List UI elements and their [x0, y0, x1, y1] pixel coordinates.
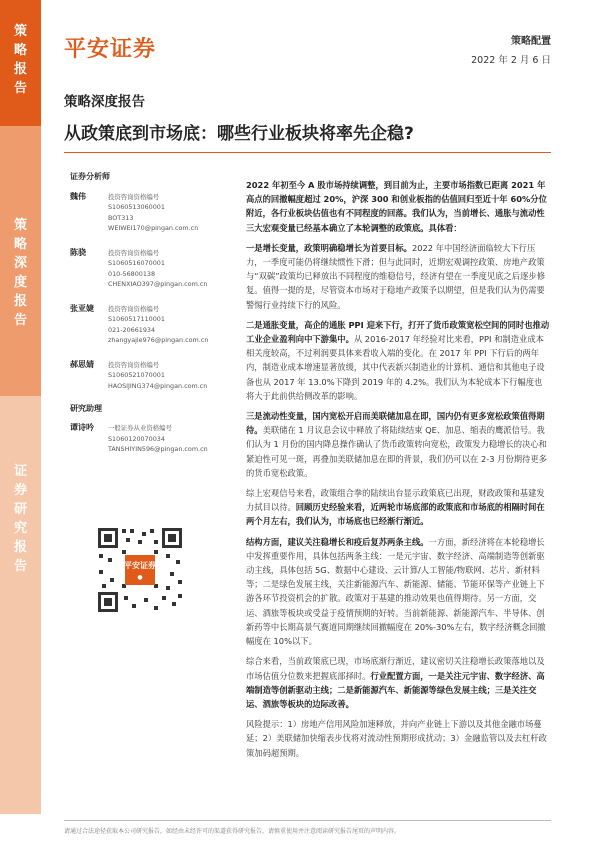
analyst-column [70, 172, 240, 465]
analyst-cert-no: S1060513060001 [108, 203, 165, 212]
analyst-cert-label: 投资咨询资格编号 [108, 360, 160, 369]
sidebar-label-securities-research [0, 462, 41, 576]
assistant-cert-label: 一般证券从业资格编号 [108, 424, 172, 433]
sidebar-char: 告 [13, 559, 27, 574]
svg-text:●: ● [137, 574, 143, 581]
analyst-cert-no: S1060516070001 [108, 259, 165, 268]
analyst-name: 郝思婧 [70, 359, 94, 369]
conclusion-emphasis: 回顾历史经验来看，近两轮市场底部的政策底和市场底的相隔时间在两个月左右，我们认为，市场底也已经渐行渐近。 [246, 502, 545, 527]
sidebar-char: 证 [13, 464, 27, 479]
sidebar-char: 深 [13, 256, 27, 271]
analyst-name: 魏伟 [70, 191, 86, 201]
summary-paragraph [246, 535, 550, 649]
analyst-email[interactable]: zhangyajie976@pingan.com.cn [108, 336, 209, 345]
sidebar-char: 策 [13, 24, 27, 39]
analyst-cert-no: S1060517110001 [108, 315, 165, 324]
analyst-name: 张亚婕 [70, 303, 94, 313]
analyst-cert-label: 投资咨询资格编号 [108, 304, 160, 313]
risk-text: 风险提示：1）房地产信用风险加速释放，并向产业链上下游以及其他金融市场蔓延；2）美联储加快缩表步伐将对流动性预期形成扰动；3）金融监管以及去杠杆政策加码超预期。 [246, 719, 547, 758]
report-date: 2022 年 2 月 6 日 [471, 55, 551, 66]
report-category: 策略配置 [511, 36, 551, 47]
sidebar-block-research [0, 396, 41, 814]
summary-paragraph [246, 486, 550, 529]
qr-code-icon[interactable] [96, 526, 184, 614]
analyst-email[interactable]: CHENXIAO397@pingan.com.cn [108, 280, 208, 289]
allocation-emphasis: 行业配置方面，一是关注元宇宙、数字经济、高端制造等创新驱动主线；二是新能源汽车、新能源等绿色发展主线；三是关注交运、酒旅等板块的边际改善。 [246, 670, 545, 709]
analyst-phone: BOT313 [108, 213, 134, 222]
assistant-email[interactable]: TANSHIYIN596@pingan.com.cn [108, 445, 208, 454]
risk-warning [246, 717, 550, 760]
liquidity-heading: 三是流动性变量，国内宽松开启而美联储加息在即，国内仍有更多宽松政策值得期待。 [246, 411, 545, 436]
summary-paragraph [246, 318, 550, 403]
analyst-cert-no: S1060521070001 [108, 371, 165, 380]
growth-text: 2022 年中国经济面临较大下行压力，一季度可能仍将继续惯性下滑；但与此同时，近期宏观调控政策、房地产政策与“双碳”政策均已释放出不同程度的维稳信号，经济有望在一季度见底之后逐步修复。值得一提的是，尽管资本市场对于稳地产政策予以期望，但是我们认为仍需要警惕行业持续下行的风险。 [246, 242, 545, 310]
assistant-name: 谭诗吟 [70, 423, 94, 433]
sidebar-label-strategy-deep-report [0, 216, 41, 330]
inflation-heading: 二是通胀变量，高企的通胀 PPI 迎来下行，打开了货币政策宽松空间的同时也推动工业企业盈利向中下游集中。 [246, 319, 550, 345]
assistant-cert-no: S1060120070034 [108, 434, 165, 443]
liquidity-text: 美联储在 1 月议息会议中释放了将陆续结束 QE、加息、缩表的鹰派信号。我们认为 1 月份的国内降息操作确认了货币政策转向宽松，政策发力稳增长的决心和紧迫性可见一斑，再叠加美联储加息在即的背景，我们仍可以在 2-3 月份期待更多的货币宽松政策。 [246, 425, 547, 478]
analyst-email[interactable]: WEIWEI170@pingan.com.cn [108, 224, 199, 233]
page-title: 从政策底到市场底：哪些行业板块将率先企稳? [64, 124, 414, 144]
sidebar-char: 告 [13, 81, 27, 96]
analyst-card [70, 248, 240, 298]
company-logo: 平安证券 [64, 37, 157, 62]
analyst-cert-label: 投资咨询资格编号 [108, 192, 160, 201]
sidebar-char: 策 [13, 218, 27, 233]
sidebar-block-report-subtype [0, 126, 41, 396]
summary-lead: 2022 年初至今 A 股市场持续调整，到目前为止，主要市场指数已距离 2021 年高点的回撤幅度超过 20%，沪深 300 和创业板指的估值回归至近十年 60%分位附近，各行业板块估值也有不同程度的回落。我们认为，当前增长、通胀与流动性三大宏观变量已经基本确立了本轮调整的政策底。具体看： [246, 180, 547, 233]
footer-disclaimer: 请通过合法途径获取本公司研究报告，如经由未经许可的渠道获得研究报告，请慎重使用并注意阅读研究报告尾页的声明内容。 [64, 828, 401, 835]
analyst-card [70, 360, 240, 398]
summary-paragraph [246, 654, 550, 711]
sidebar-char: 券 [13, 483, 27, 498]
assistant-card [70, 423, 240, 459]
structure-text: 一方面，新经济将在本轮稳增长中发挥重要作用，具体包括两条主线：一是元宇宙、数字经济、高端制造等创新驱动主线，具体包括 5G、数据中心建设、云计算/人工智能/物联网、芯片、新材料等；二是绿色发展主线，关注新能源汽车、新能源、储能、节能环保等产业链上下游各环节投资机会的扩散。政策对于基建的推动效果也值得期待。另一方面，交运、酒旅等板块或受益于疫情预期的好转。当前新能源、新能源汽车、半导体、创新药等中长期高景气赛道同期继续回撤幅度在 20%-30%左右，数字经济概念回撤幅度在 10%以下。 [246, 536, 546, 647]
assistants-heading: 研究助理 [70, 403, 102, 413]
analyst-name: 陈骁 [70, 247, 86, 257]
sidebar-char: 究 [13, 521, 27, 536]
analyst-email[interactable]: HAOSIJING374@pingan.com.cn [108, 381, 208, 390]
footer-divider [64, 820, 551, 821]
report-kicker: 策略深度报告 [64, 94, 145, 110]
allocation-text: 综合来看，当前政策底已现，市场底渐行渐近，建议密切关注稳增长政策落地以及市场估值分位数来把握底部择时。 [246, 656, 545, 681]
sidebar-char: 告 [13, 313, 27, 328]
qr-logo-text: 平安证券 [124, 561, 156, 570]
summary-paragraph [246, 241, 550, 312]
summary-paragraph [246, 178, 550, 235]
structure-heading: 结构方面，建议关注稳增长和疫后复苏两条主线。 [246, 536, 429, 547]
analyst-card [70, 192, 240, 242]
conclusion-text: 综上宏观信号来看，政策组合拳的陆续出台显示政策底已出现，财政政策和基建发力拭目以待。 [246, 488, 545, 513]
sidebar-char: 报 [13, 62, 27, 77]
sidebar-label-strategy-report [0, 22, 41, 98]
sidebar-char: 略 [13, 237, 27, 252]
summary-paragraph [246, 409, 550, 480]
report-summary [246, 178, 550, 766]
growth-heading: 一是增长变量，政策明确稳增长为首要目标。 [246, 242, 412, 253]
analyst-card [70, 304, 240, 354]
sidebar-char: 研 [13, 502, 27, 517]
analysts-heading: 证券分析师 [70, 172, 110, 181]
sidebar-char: 度 [13, 275, 27, 290]
analyst-phone: 010-56800138 [108, 269, 156, 278]
title-divider [64, 152, 551, 153]
sidebar-block-report-type [0, 0, 41, 126]
sidebar-char: 略 [13, 43, 27, 58]
sidebar-char: 报 [13, 294, 27, 309]
analyst-cert-label: 投资咨询资格编号 [108, 248, 160, 257]
sidebar-char: 报 [13, 540, 27, 555]
analyst-phone: 021-20661934 [108, 325, 156, 334]
inflation-text: 从 2016-2017 年经验对比来看，PPI 和制造业成本相关度较高，不过利润要具体来看收入端的变化。在 2017 年 PPI 下行后的两年内，制造业成本增速显著放缓，其中代表新兴制造业的计算机、通信和其他电子设备也从 2017 年 13.0%下降到 2019 年的 4.2%。我们认为本轮成本下行幅度也将大于此前供给侧改革的影响。 [246, 334, 545, 401]
